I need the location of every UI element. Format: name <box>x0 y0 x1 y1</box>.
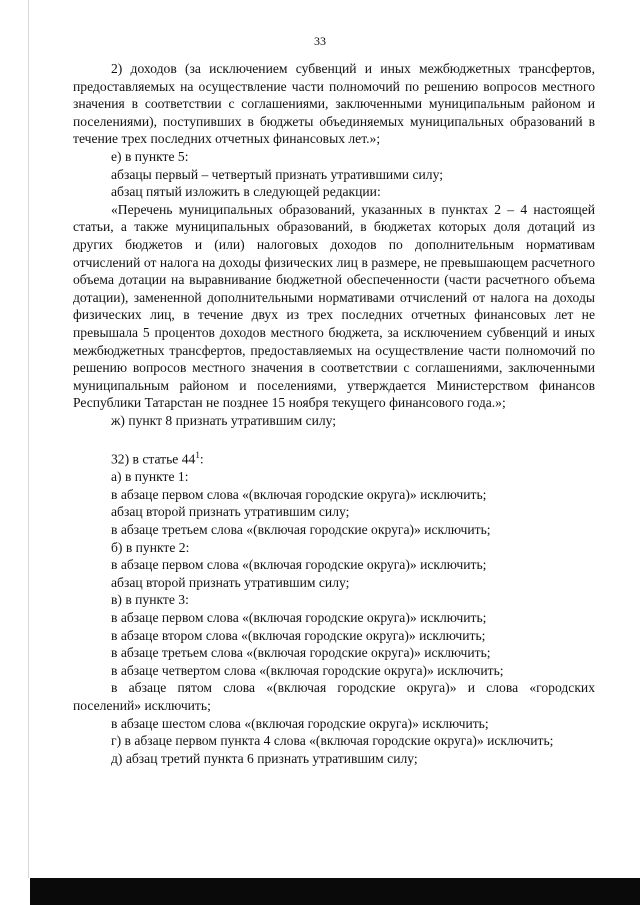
page-left-edge <box>28 0 29 878</box>
paragraph: абзац пятый изложить в следующей редакции: <box>111 184 381 200</box>
scan-bottom-edge <box>30 878 640 905</box>
section-heading-prefix: 32) в статье 44 <box>111 451 196 467</box>
paragraph: абзацы первый – четвертый признать утратившими силу; <box>111 166 443 182</box>
list-item: абзац второй признать утратившим силу; <box>111 504 350 520</box>
paragraph: ж) пункт 8 признать утратившим силу; <box>111 412 337 428</box>
list-item: абзац второй признать утратившим силу; <box>111 574 350 590</box>
list-item: в абзаце третьем слова «(включая городские округа)» исключить; <box>111 521 491 537</box>
list-item: в абзаце пятом слова «(включая городские округа)» и слова «городских поселений» исключить; <box>73 680 595 713</box>
list-item: а) в пункте 1: <box>111 469 189 485</box>
page-number: 33 <box>314 34 326 48</box>
list-item: б) в пункте 2: <box>111 539 190 555</box>
list-item: в абзаце первом слова «(включая городские округа)» исключить; <box>111 557 487 573</box>
section-heading-suffix: : <box>199 451 204 467</box>
document-body <box>73 60 595 767</box>
list-item: в абзаце третьем слова «(включая городские округа)» исключить; <box>111 645 491 661</box>
list-item: в) в пункте 3: <box>111 592 189 608</box>
list-item: г) в абзаце первом пункта 4 слова «(включая городские округа)» исключить; <box>111 733 554 749</box>
list-item: в абзаце первом слова «(включая городские округа)» исключить; <box>111 609 487 625</box>
list-item: в абзаце шестом слова «(включая городские округа)» исключить; <box>111 715 489 731</box>
list-item: в абзаце четвертом слова «(включая городские округа)» исключить; <box>111 662 504 678</box>
paragraph: 2) доходов (за исключением субвенций и иных межбюджетных трансфертов, предоставляемых на осуществление части полномочий по решению вопросов местного значения в соответствии с соглашениями, заключенными муниципальным районом и поселениями), поступивших в бюджеты объединяемых муниципальных образований в течение трех последних отчетных финансовых лет.»; <box>73 61 595 147</box>
section-heading <box>73 447 595 468</box>
list-item: д) абзац третий пункта 6 признать утратившим силу; <box>111 750 418 766</box>
list-item: в абзаце втором слова «(включая городские округа)» исключить; <box>111 627 486 643</box>
paragraph: «Перечень муниципальных образований, указанных в пунктах 2 – 4 настоящей статьи, а также муниципальных образований, в бюджетах которых доля дотаций из других бюджетов и (или) налоговых доходов по дополнительным нормативам отчислений от налога на доходы физических лиц в размере, не превышающем расчетного объема дотации на выравнивание бюджетной обеспеченности (части расчетного объема дотации), замененной дополнительными нормативами отчислений от налога на доходы физических лиц, в течение двух из трех последних отчетных финансовых лет не превышала 5 процентов доходов местного бюджета, за исключением субвенций и иных межбюджетных трансфертов, предоставляемых на осуществление части полномочий по решению вопросов местного значения в соответствии с соглашениями, заключенными муниципальным районом и поселениями, утверждается Министерством финансов Республики Татарстан не позднее 15 ноября текущего финансового года.»; <box>73 201 595 411</box>
section-heading-superscript: 1 <box>195 450 200 461</box>
list-item: в абзаце первом слова «(включая городские округа)» исключить; <box>111 486 487 502</box>
paragraph: е) в пункте 5: <box>111 148 189 164</box>
